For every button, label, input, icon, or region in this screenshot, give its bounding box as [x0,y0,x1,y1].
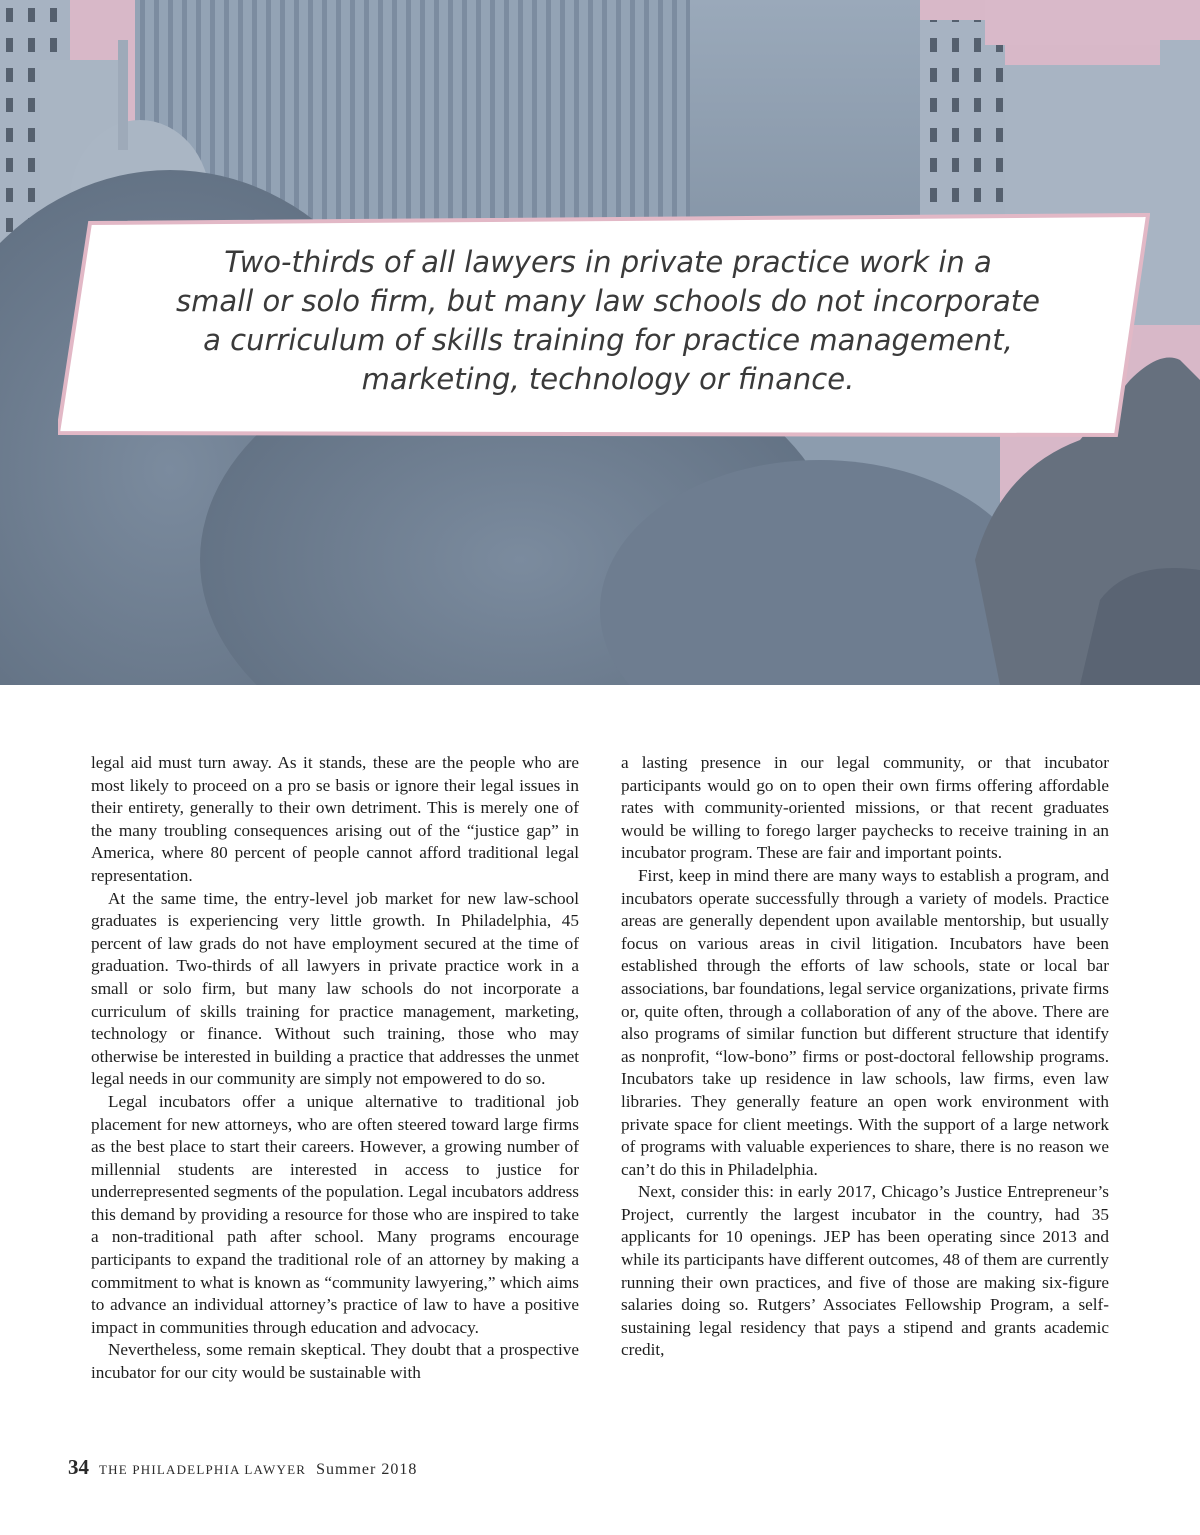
paragraph: a lasting presence in our legal community, or that incubator participants would go on to open their own firms offering affordable rates with community-oriented missions, or that recent graduates would be willing to forego larger paychecks to receive training in an incubator program. These are fair and important points. [621,753,1109,863]
paragraph: legal aid must turn away. As it stands, these are the people who are most likely to proceed on a pro se basis or ignore their legal issues in their entirety, generally to their own detriment. This is merely one of the many troubling consequences arising out of the “justice gap” in America, where 80 percent of people cannot afford traditional legal representation. [91,753,579,885]
issue-date: Summer 2018 [316,1461,418,1478]
paragraph: Next, consider this: in early 2017, Chicago’s Justice Entrepreneur’s Project, currently the largest incubator in the country, had 35 applicants for 10 openings. JEP has been operating since 2013 and while its participants have different outcomes, 48 of them are currently running their own practices, and five of those are making six-figure salaries doing so. Rutgers’ Associates Fellowship Program, a self-sustaining legal residency that pays a stipend and grants academic credit, [621,1182,1109,1360]
paragraph: Legal incubators offer a unique alternative to traditional job placement for new attorneys, who are often steered toward large firms as the best place to start their careers. However, a growing number of millennial students are interested in access to justice for underrepresented segments of the population. Legal incubators address this demand by providing a resource for those who are inspired to take a non-traditional path after school. Many programs encourage participants to expand the traditional role of an attorney by making a commitment to what is known as “community lawyering,” which aims to advance an individual attorney’s practice of law to have a positive impact in communities through education and advocacy. [91,1091,579,1337]
pull-quote-line: a curriculum of skills training for practice management, [203,323,1013,357]
page-footer [68,1455,417,1485]
pull-quote-line: marketing, technology or finance. [361,362,855,396]
pull-quote-line: Two-thirds of all lawyers in private practice work in a [224,245,992,279]
pull-quote [58,213,1150,437]
paragraph: At the same time, the entry-level job market for new law-school graduates is experiencing very little growth. In Philadelphia, 45 percent of law grads do not have employment secured at the time of graduation. Two-thirds of all lawyers in private practice work in a small or solo firm, but many law schools do not incorporate a curriculum of skills training for practice management, marketing, technology or finance. Without such training, those who may otherwise be interested in building a practice that addresses the unmet legal needs in our community are simply not empowered to do so. [91,888,579,1089]
article-column-right [621,752,1109,1362]
article-column-left [91,752,579,1385]
paragraph: First, keep in mind there are many ways to establish a program, and incubators operate successfully through a variety of models. Practice areas are generally dependent upon available mentorship, but usually focus on various areas in civil litigation. Incubators have been established through the efforts of law schools, state or local bar associations, bar foundations, legal service organizations, private firms or, quite often, through a collaboration of any of the above. There are also programs of similar function but different structure that identify as nonprofit, “low-bono” firms or post-doctoral fellowship programs. Incubators take up residence in law schools, law firms, even law libraries. They generally feature an open work environment with private space for client meetings. With the support of a large network of programs with valuable experiences to share, there is no reason we can’t do this in Philadelphia. [621,865,1109,1179]
publication-name: THE PHILADELPHIA LAWYER [99,1462,307,1477]
paragraph: Nevertheless, some remain skeptical. They doubt that a prospective incubator for our city would be sustainable with [91,1340,579,1383]
pull-quote-line: small or solo firm, but many law schools do not incorporate [176,284,1040,318]
hero-photo [0,0,1200,685]
pull-quote-text [168,243,1048,399]
page-number: 34 [68,1455,89,1479]
